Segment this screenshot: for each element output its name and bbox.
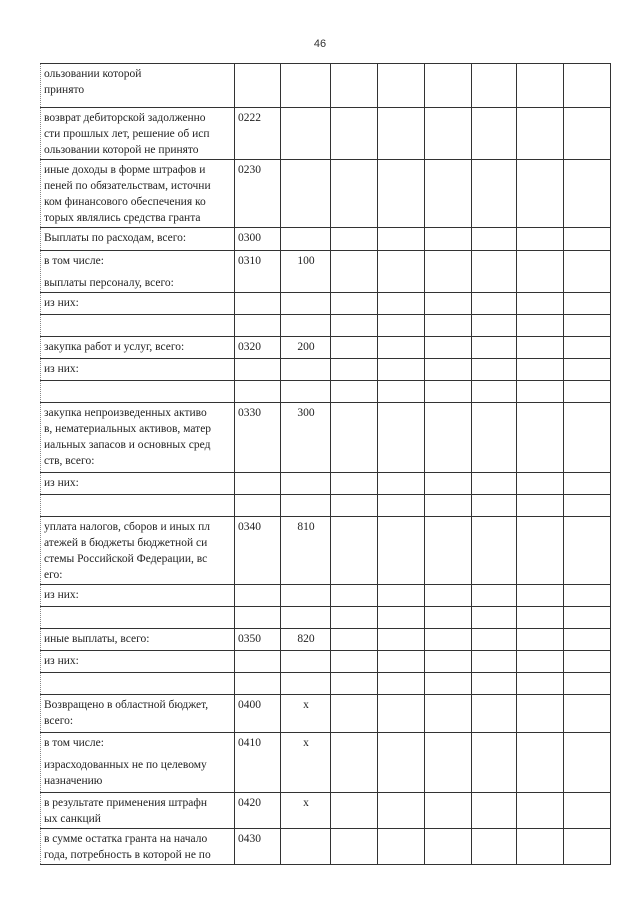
row-classification-code: 820	[281, 629, 331, 651]
row-classification-code: 300	[281, 403, 331, 473]
value-cell	[378, 673, 425, 695]
row-name-line: стемы Российской Федерации, вс	[44, 553, 208, 565]
value-cell	[472, 651, 517, 673]
value-cell	[425, 228, 472, 251]
row-name-line: из них:	[44, 655, 79, 667]
value-cell	[331, 293, 378, 315]
value-cell	[425, 733, 472, 793]
value-cell	[331, 495, 378, 517]
row-code	[235, 293, 281, 315]
value-cell	[331, 228, 378, 251]
row-indicator-name	[41, 160, 235, 228]
table-row	[41, 359, 611, 381]
table-row	[41, 473, 611, 495]
value-cell	[517, 381, 564, 403]
row-classification-code: x	[281, 733, 331, 793]
table-row	[41, 293, 611, 315]
report-table	[40, 63, 611, 865]
row-name-line: в результате применения штрафн	[44, 797, 208, 809]
row-name-line: уплата налогов, сборов и иных пл	[44, 521, 211, 533]
row-code: 0340	[235, 517, 281, 585]
value-cell	[564, 251, 611, 293]
value-cell	[378, 629, 425, 651]
table-row	[41, 793, 611, 829]
value-cell	[517, 517, 564, 585]
row-code: 0350	[235, 629, 281, 651]
row-name-line: года, потребность в которой не по	[44, 849, 211, 861]
row-code	[235, 607, 281, 629]
value-cell	[472, 160, 517, 228]
row-classification-code: x	[281, 695, 331, 733]
value-cell	[378, 495, 425, 517]
value-cell	[425, 403, 472, 473]
value-cell	[517, 64, 564, 108]
row-classification-code	[281, 651, 331, 673]
row-indicator-name	[41, 829, 235, 865]
row-code	[235, 473, 281, 495]
value-cell	[378, 337, 425, 359]
row-name-line: из них:	[44, 477, 79, 489]
value-cell	[472, 403, 517, 473]
row-classification-code	[281, 585, 331, 607]
table-row	[41, 673, 611, 695]
row-name-line: ользовании которой не принято	[44, 144, 199, 156]
value-cell	[517, 315, 564, 337]
value-cell	[517, 793, 564, 829]
row-name-line: израсходованных не по целевому	[44, 759, 207, 771]
value-cell	[517, 629, 564, 651]
value-cell	[564, 473, 611, 495]
value-cell	[331, 585, 378, 607]
value-cell	[472, 381, 517, 403]
row-code: 0430	[235, 829, 281, 865]
value-cell	[425, 108, 472, 160]
table-row	[41, 403, 611, 473]
value-cell	[331, 517, 378, 585]
value-cell	[425, 337, 472, 359]
table-row	[41, 160, 611, 228]
row-name-line: возврат дебиторской задолженно	[44, 112, 206, 124]
value-cell	[472, 495, 517, 517]
row-code	[235, 64, 281, 108]
row-classification-code: 200	[281, 337, 331, 359]
value-cell	[331, 695, 378, 733]
value-cell	[472, 517, 517, 585]
value-cell	[472, 315, 517, 337]
value-cell	[425, 315, 472, 337]
row-name-line: ользовании которой	[44, 68, 142, 80]
row-indicator-name	[41, 793, 235, 829]
value-cell	[517, 495, 564, 517]
row-name-line: сти прошлых лет, решение об исп	[44, 128, 210, 140]
value-cell	[472, 673, 517, 695]
value-cell	[472, 829, 517, 865]
row-code	[235, 359, 281, 381]
row-classification-code	[281, 108, 331, 160]
value-cell	[425, 517, 472, 585]
value-cell	[517, 473, 564, 495]
row-classification-code: 100	[281, 251, 331, 293]
value-cell	[517, 829, 564, 865]
row-name-line: атежей в бюджеты бюджетной си	[44, 537, 208, 549]
value-cell	[564, 403, 611, 473]
value-cell	[378, 108, 425, 160]
value-cell	[378, 695, 425, 733]
row-indicator-name	[41, 64, 235, 108]
row-name-line: Возвращено в областной бюджет,	[44, 699, 209, 711]
row-name-line: принято	[44, 84, 85, 96]
value-cell	[564, 607, 611, 629]
value-cell	[517, 108, 564, 160]
value-cell	[378, 403, 425, 473]
row-name-line: его:	[44, 569, 63, 581]
row-name-line: пеней по обязательствам, источни	[44, 180, 211, 192]
value-cell	[472, 629, 517, 651]
table-row	[41, 629, 611, 651]
row-indicator-name	[41, 403, 235, 473]
value-cell	[331, 64, 378, 108]
table-row	[41, 251, 611, 293]
row-classification-code	[281, 829, 331, 865]
row-code	[235, 315, 281, 337]
row-indicator-name	[41, 651, 235, 673]
table-row	[41, 315, 611, 337]
value-cell	[564, 673, 611, 695]
row-name-line: закупка работ и услуг, всего:	[44, 341, 185, 353]
value-cell	[472, 473, 517, 495]
row-indicator-name	[41, 673, 235, 695]
value-cell	[378, 517, 425, 585]
row-indicator-name	[41, 337, 235, 359]
value-cell	[472, 359, 517, 381]
value-cell	[425, 651, 472, 673]
row-indicator-name	[41, 733, 235, 793]
value-cell	[378, 160, 425, 228]
value-cell	[378, 607, 425, 629]
value-cell	[378, 829, 425, 865]
row-classification-code	[281, 160, 331, 228]
value-cell	[517, 403, 564, 473]
row-name-line: в том числе:	[44, 737, 104, 749]
row-indicator-name	[41, 359, 235, 381]
row-indicator-name	[41, 228, 235, 251]
row-code	[235, 651, 281, 673]
value-cell	[564, 517, 611, 585]
value-cell	[331, 315, 378, 337]
table-row	[41, 695, 611, 733]
row-code: 0420	[235, 793, 281, 829]
row-name-line: иные доходы в форме штрафов и	[44, 164, 206, 176]
value-cell	[517, 695, 564, 733]
row-classification-code	[281, 495, 331, 517]
value-cell	[331, 403, 378, 473]
value-cell	[564, 793, 611, 829]
value-cell	[331, 251, 378, 293]
row-classification-code	[281, 381, 331, 403]
value-cell	[517, 733, 564, 793]
value-cell	[472, 108, 517, 160]
row-name-line: выплаты персоналу, всего:	[44, 277, 174, 289]
row-indicator-name	[41, 495, 235, 517]
row-classification-code	[281, 473, 331, 495]
row-indicator-name	[41, 381, 235, 403]
value-cell	[425, 293, 472, 315]
value-cell	[378, 359, 425, 381]
value-cell	[472, 733, 517, 793]
value-cell	[564, 651, 611, 673]
value-cell	[425, 251, 472, 293]
value-cell	[564, 695, 611, 733]
table-row	[41, 108, 611, 160]
value-cell	[331, 381, 378, 403]
row-name-line: из них:	[44, 589, 79, 601]
value-cell	[425, 160, 472, 228]
row-code	[235, 585, 281, 607]
row-indicator-name	[41, 108, 235, 160]
table-row	[41, 585, 611, 607]
value-cell	[331, 607, 378, 629]
table-row	[41, 517, 611, 585]
table-row	[41, 381, 611, 403]
value-cell	[564, 64, 611, 108]
row-name-line: в, нематериальных активов, матер	[44, 423, 212, 435]
value-cell	[331, 629, 378, 651]
row-indicator-name	[41, 695, 235, 733]
value-cell	[517, 160, 564, 228]
table-row	[41, 733, 611, 793]
value-cell	[425, 495, 472, 517]
value-cell	[425, 829, 472, 865]
row-classification-code	[281, 228, 331, 251]
value-cell	[378, 64, 425, 108]
row-indicator-name	[41, 473, 235, 495]
row-classification-code	[281, 607, 331, 629]
row-code: 0300	[235, 228, 281, 251]
value-cell	[378, 473, 425, 495]
value-cell	[472, 64, 517, 108]
row-code: 0400	[235, 695, 281, 733]
value-cell	[331, 793, 378, 829]
table-row	[41, 607, 611, 629]
value-cell	[378, 733, 425, 793]
value-cell	[378, 228, 425, 251]
value-cell	[425, 629, 472, 651]
value-cell	[378, 651, 425, 673]
value-cell	[425, 673, 472, 695]
page-number: 46	[313, 38, 327, 50]
value-cell	[378, 251, 425, 293]
value-cell	[564, 495, 611, 517]
row-name-line: из них:	[44, 363, 79, 375]
value-cell	[472, 607, 517, 629]
value-cell	[425, 64, 472, 108]
row-code: 0320	[235, 337, 281, 359]
row-indicator-name	[41, 585, 235, 607]
row-indicator-name	[41, 629, 235, 651]
row-code: 0310	[235, 251, 281, 293]
table-row	[41, 64, 611, 108]
row-indicator-name	[41, 607, 235, 629]
value-cell	[517, 337, 564, 359]
table-row	[41, 495, 611, 517]
value-cell	[564, 829, 611, 865]
table-row	[41, 337, 611, 359]
value-cell	[472, 337, 517, 359]
value-cell	[472, 585, 517, 607]
value-cell	[517, 607, 564, 629]
row-indicator-name	[41, 315, 235, 337]
row-indicator-name	[41, 517, 235, 585]
row-code: 0230	[235, 160, 281, 228]
value-cell	[472, 228, 517, 251]
value-cell	[564, 585, 611, 607]
table-row	[41, 651, 611, 673]
row-indicator-name	[41, 251, 235, 293]
table-row	[41, 829, 611, 865]
value-cell	[564, 381, 611, 403]
row-name-line: Выплаты по расходам, всего:	[44, 232, 187, 244]
value-cell	[331, 733, 378, 793]
row-classification-code	[281, 293, 331, 315]
value-cell	[378, 585, 425, 607]
value-cell	[564, 733, 611, 793]
row-classification-code	[281, 359, 331, 381]
row-name-line: ств, всего:	[44, 455, 95, 467]
row-code	[235, 495, 281, 517]
row-code	[235, 381, 281, 403]
value-cell	[472, 251, 517, 293]
table-row	[41, 228, 611, 251]
value-cell	[331, 651, 378, 673]
row-indicator-name	[41, 293, 235, 315]
row-classification-code: 810	[281, 517, 331, 585]
value-cell	[517, 251, 564, 293]
row-name-line: ых санкций	[44, 813, 101, 825]
value-cell	[472, 293, 517, 315]
row-name-line: иальных запасов и основных сред	[44, 439, 211, 451]
row-code: 0330	[235, 403, 281, 473]
value-cell	[331, 829, 378, 865]
value-cell	[331, 337, 378, 359]
value-cell	[378, 315, 425, 337]
value-cell	[517, 228, 564, 251]
value-cell	[331, 473, 378, 495]
row-code: 0222	[235, 108, 281, 160]
value-cell	[564, 160, 611, 228]
row-name-line: назначению	[44, 775, 103, 787]
value-cell	[425, 695, 472, 733]
value-cell	[425, 473, 472, 495]
value-cell	[517, 293, 564, 315]
value-cell	[517, 673, 564, 695]
value-cell	[472, 695, 517, 733]
value-cell	[378, 293, 425, 315]
value-cell	[425, 607, 472, 629]
row-classification-code: x	[281, 793, 331, 829]
value-cell	[331, 359, 378, 381]
value-cell	[378, 381, 425, 403]
value-cell	[472, 793, 517, 829]
value-cell	[517, 585, 564, 607]
value-cell	[517, 651, 564, 673]
value-cell	[331, 108, 378, 160]
row-classification-code	[281, 315, 331, 337]
row-name-line: иные выплаты, всего:	[44, 633, 150, 645]
row-name-line: торых являлись средства гранта	[44, 212, 201, 224]
value-cell	[564, 337, 611, 359]
value-cell	[564, 293, 611, 315]
value-cell	[564, 108, 611, 160]
value-cell	[331, 160, 378, 228]
value-cell	[425, 359, 472, 381]
row-name-line: закупка непроизведенных активо	[44, 407, 207, 419]
value-cell	[564, 315, 611, 337]
row-name-line: в сумме остатка гранта на начало	[44, 833, 208, 845]
value-cell	[425, 381, 472, 403]
row-classification-code	[281, 673, 331, 695]
value-cell	[564, 228, 611, 251]
value-cell	[564, 359, 611, 381]
row-name-line: из них:	[44, 297, 79, 309]
row-code	[235, 673, 281, 695]
value-cell	[564, 629, 611, 651]
row-code: 0410	[235, 733, 281, 793]
row-name-line: ком финансового обеспечения ко	[44, 196, 206, 208]
value-cell	[378, 793, 425, 829]
report-table-body	[41, 64, 611, 865]
value-cell	[517, 359, 564, 381]
value-cell	[425, 585, 472, 607]
row-name-line: всего:	[44, 715, 74, 727]
value-cell	[331, 673, 378, 695]
row-name-line: в том числе:	[44, 255, 104, 267]
value-cell	[425, 793, 472, 829]
row-classification-code	[281, 64, 331, 108]
